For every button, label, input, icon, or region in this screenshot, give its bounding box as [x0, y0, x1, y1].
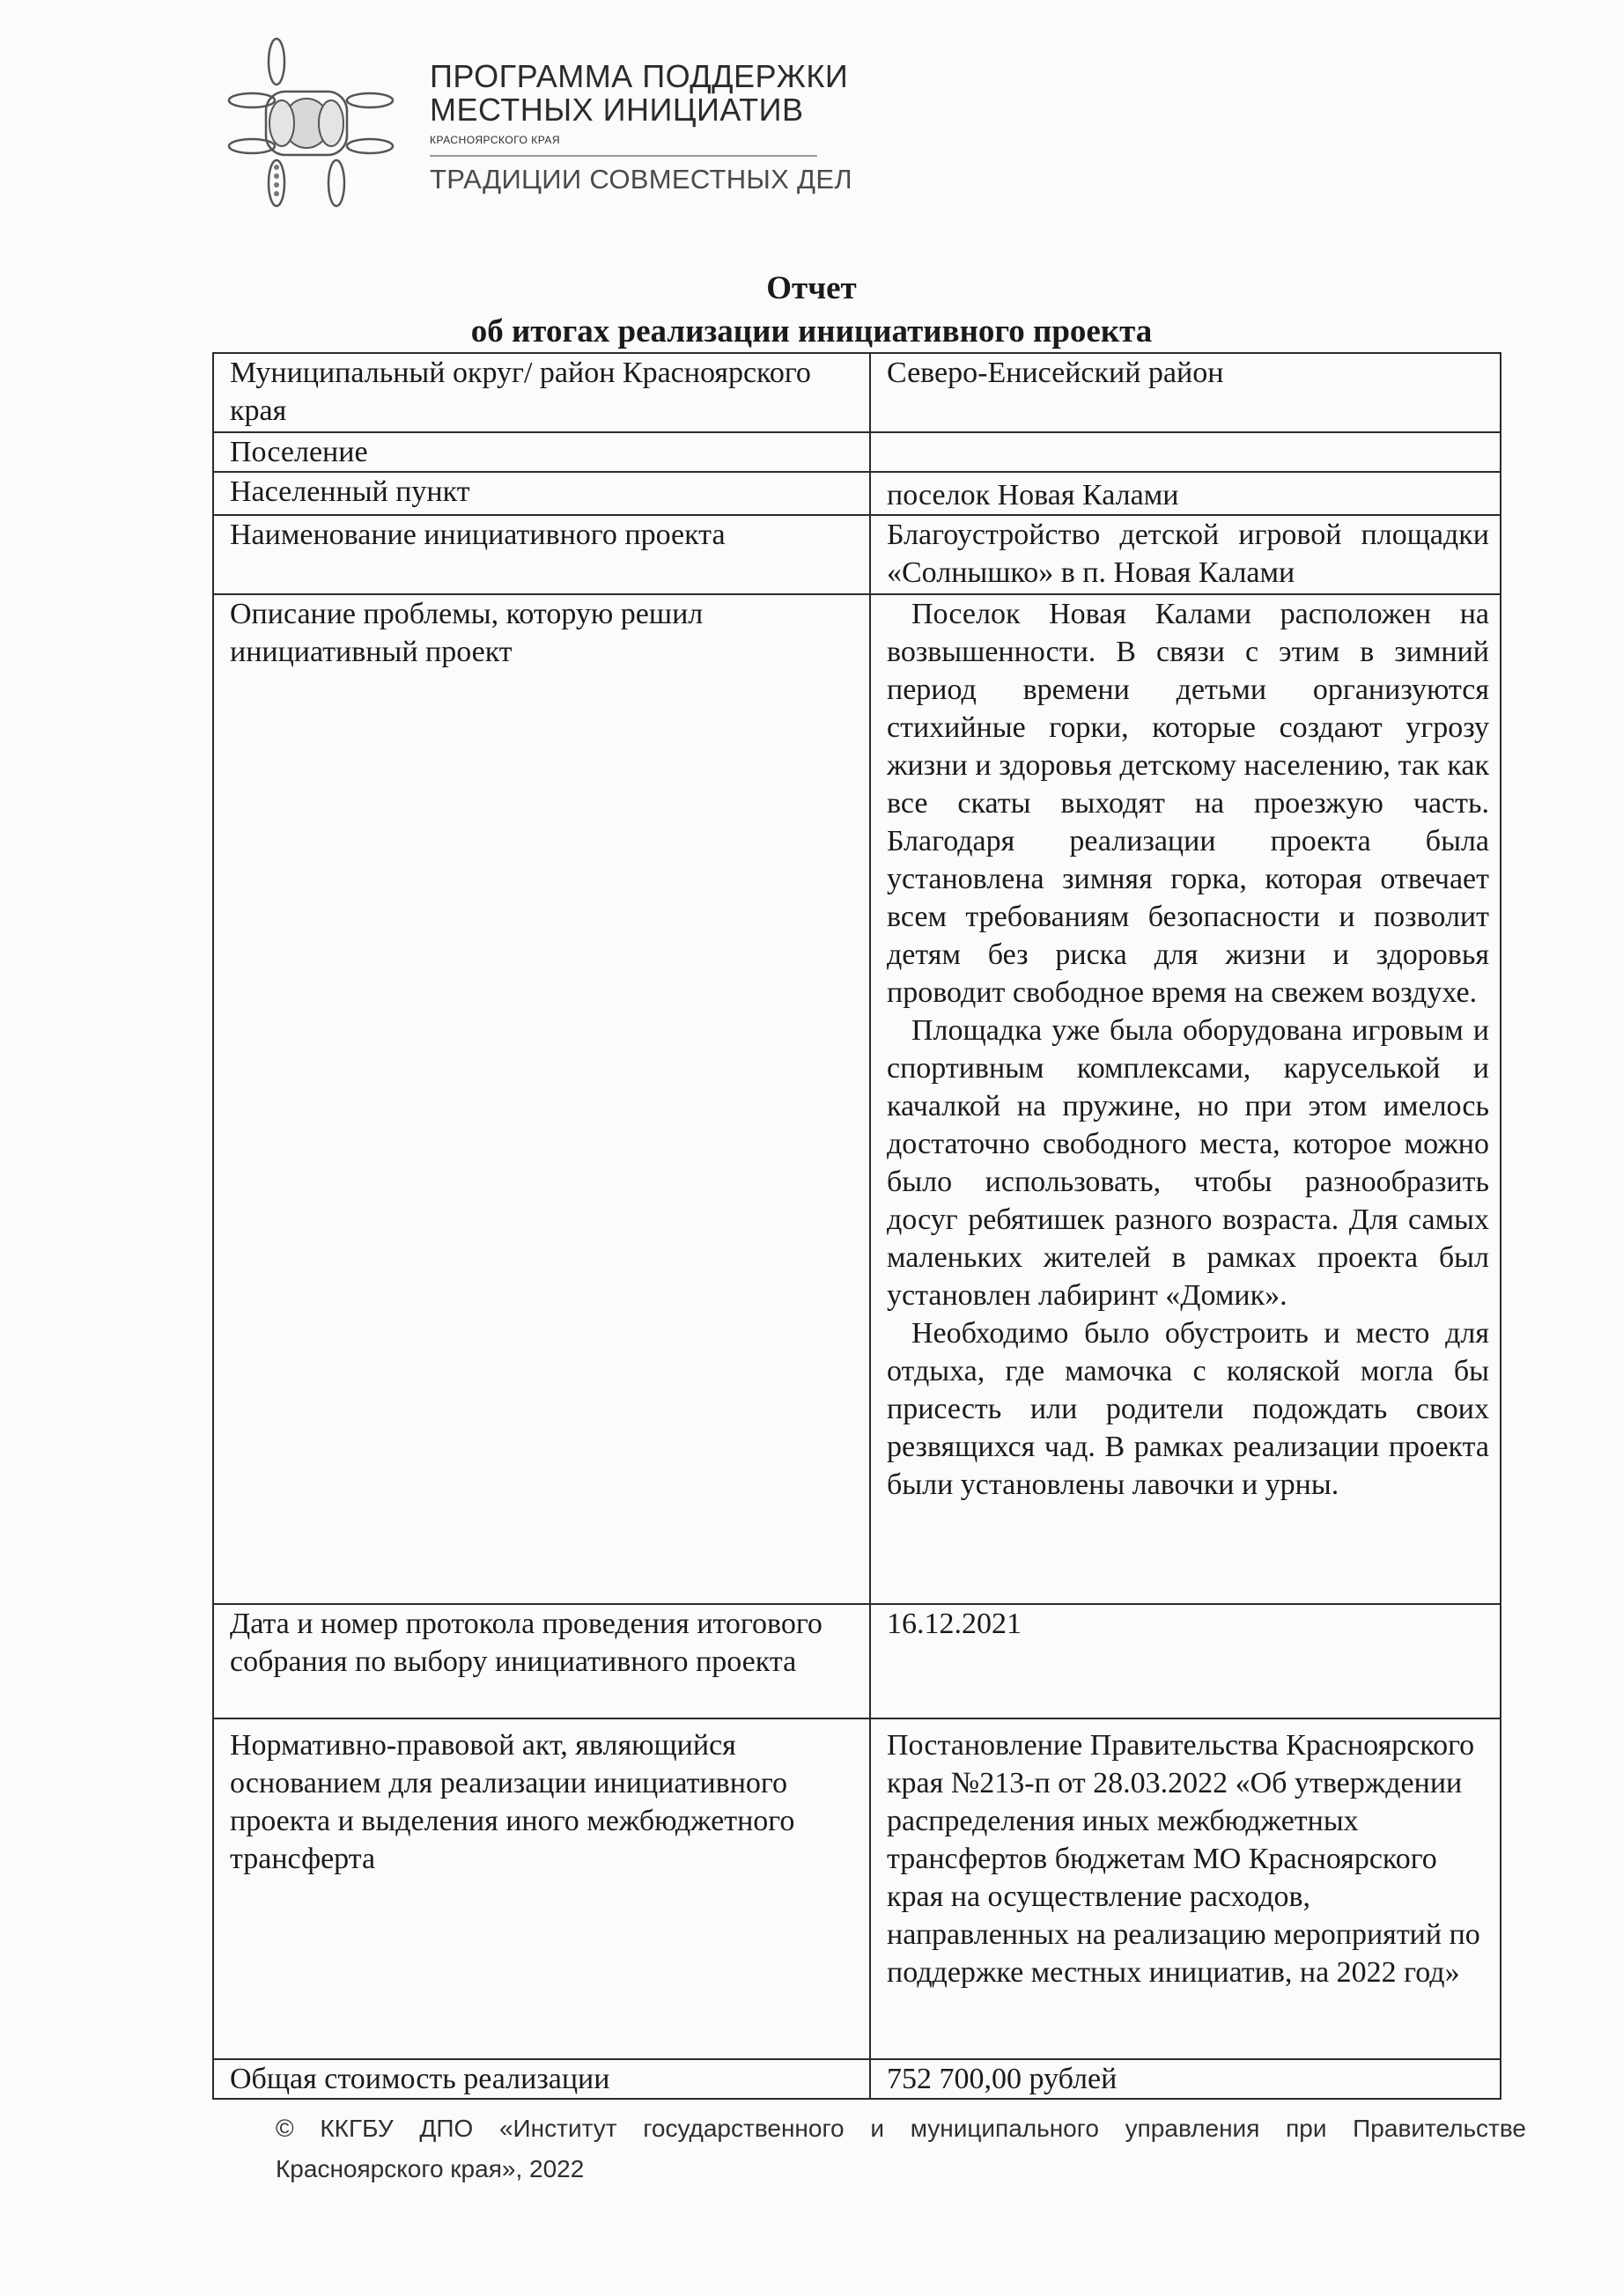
row-value-project-name: Благоустройство детской игровой площадки «Солнышко» в п. Новая Калами — [870, 515, 1501, 594]
logo-region: КРАСНОЯРСКОГО КРАЯ — [430, 134, 561, 146]
row-value-settlement — [870, 432, 1501, 472]
report-title: Отчет — [766, 270, 857, 306]
program-logo-icon — [227, 35, 395, 211]
logo-tagline: ТРАДИЦИИ СОВМЕСТНЫХ ДЕЛ — [430, 164, 852, 195]
row-label-total-cost: Общая стоимость реализации — [213, 2059, 870, 2099]
logo-title-line1: ПРОГРАММА ПОДДЕРЖКИ — [430, 58, 849, 94]
copyright-footer: © ККГБУ ДПО «Институт государственного и муниципального управления при Правительстве Красноярского края», 2022 — [276, 2115, 1526, 2182]
table-row — [213, 594, 1501, 1604]
problem-paragraph: Поселок Новая Калами расположен на возвышенности. В связи с этим в зимний период времени детьми организуются стихийные горки, которые создают угрозу жизни и здоровья детскому населению, так как все скаты выходят на проезжую часть. Благодаря реализации проекта была установлена зимняя горка, которая отвечает всем требованиям безопасности и позволит детям без риска для жизни и здоровья проводит свободное время на свежем воздухе. — [887, 598, 1489, 1009]
row-value-total-cost: 752 700,00 рублей — [870, 2059, 1501, 2099]
report-table — [212, 352, 1501, 2100]
table-row — [213, 472, 1501, 515]
row-value-legal-act: Постановление Правительства Красноярского края №213-п от 28.03.2022 «Об утверждении распределения иных межбюджетных трансфертов бюджетам МО Красноярского края на осуществление расходов, направленных на реализацию мероприятий по поддержке местных инициатив, на 2022 год» — [870, 1718, 1501, 2059]
row-value-municipality: Северо-Енисейский район — [870, 353, 1501, 432]
row-label-settlement: Поселение — [213, 432, 870, 472]
program-logo-text — [430, 60, 852, 197]
row-value-protocol: 16.12.2021 — [870, 1604, 1501, 1718]
table-row — [213, 432, 1501, 472]
problem-paragraph: Площадка уже была оборудована игровым и спортивным комплексами, каруселькой и качалкой на пружине, но при этом имелось достаточно свободного места, которое можно было использовать, чтобы разнообразить досуг ребятишек разного возраста. Для самых маленьких жителей в рамках проекта был установлен лабиринт «Домик». — [887, 1014, 1489, 1312]
row-value-locality: поселок Новая Калами — [870, 472, 1501, 515]
table-row — [213, 1718, 1501, 2059]
table-row — [213, 353, 1501, 432]
table-row — [213, 1604, 1501, 1718]
logo-title-line2: МЕСТНЫХ ИНИЦИАТИВ — [430, 92, 804, 128]
row-label-locality: Населенный пункт — [213, 472, 870, 515]
row-label-protocol: Дата и номер протокола проведения итогового собрания по выбору инициативного проекта — [213, 1604, 870, 1718]
report-subtitle: об итогах реализации инициативного проекта — [470, 313, 1153, 350]
row-label-legal-act: Нормативно-правовой акт, являющийся основанием для реализации инициативного проекта и выделения иного межбюджетного трансферта — [213, 1718, 870, 2059]
row-label-problem: Описание проблемы, которую решил инициативный проект — [213, 594, 870, 1604]
row-label-project-name: Наименование инициативного проекта — [213, 515, 870, 594]
table-row — [213, 515, 1501, 594]
logo-divider — [430, 155, 817, 157]
row-label-municipality: Муниципальный округ/ район Красноярского края — [213, 353, 870, 432]
table-row — [213, 2059, 1501, 2099]
problem-paragraph: Необходимо было обустроить и место для отдыха, где мамочка с коляской могла бы присесть или родители подождать своих резвящихся чад. В рамках реализации проекта были установлены лавочки и урны. — [887, 1317, 1489, 1501]
row-value-problem — [870, 594, 1501, 1604]
